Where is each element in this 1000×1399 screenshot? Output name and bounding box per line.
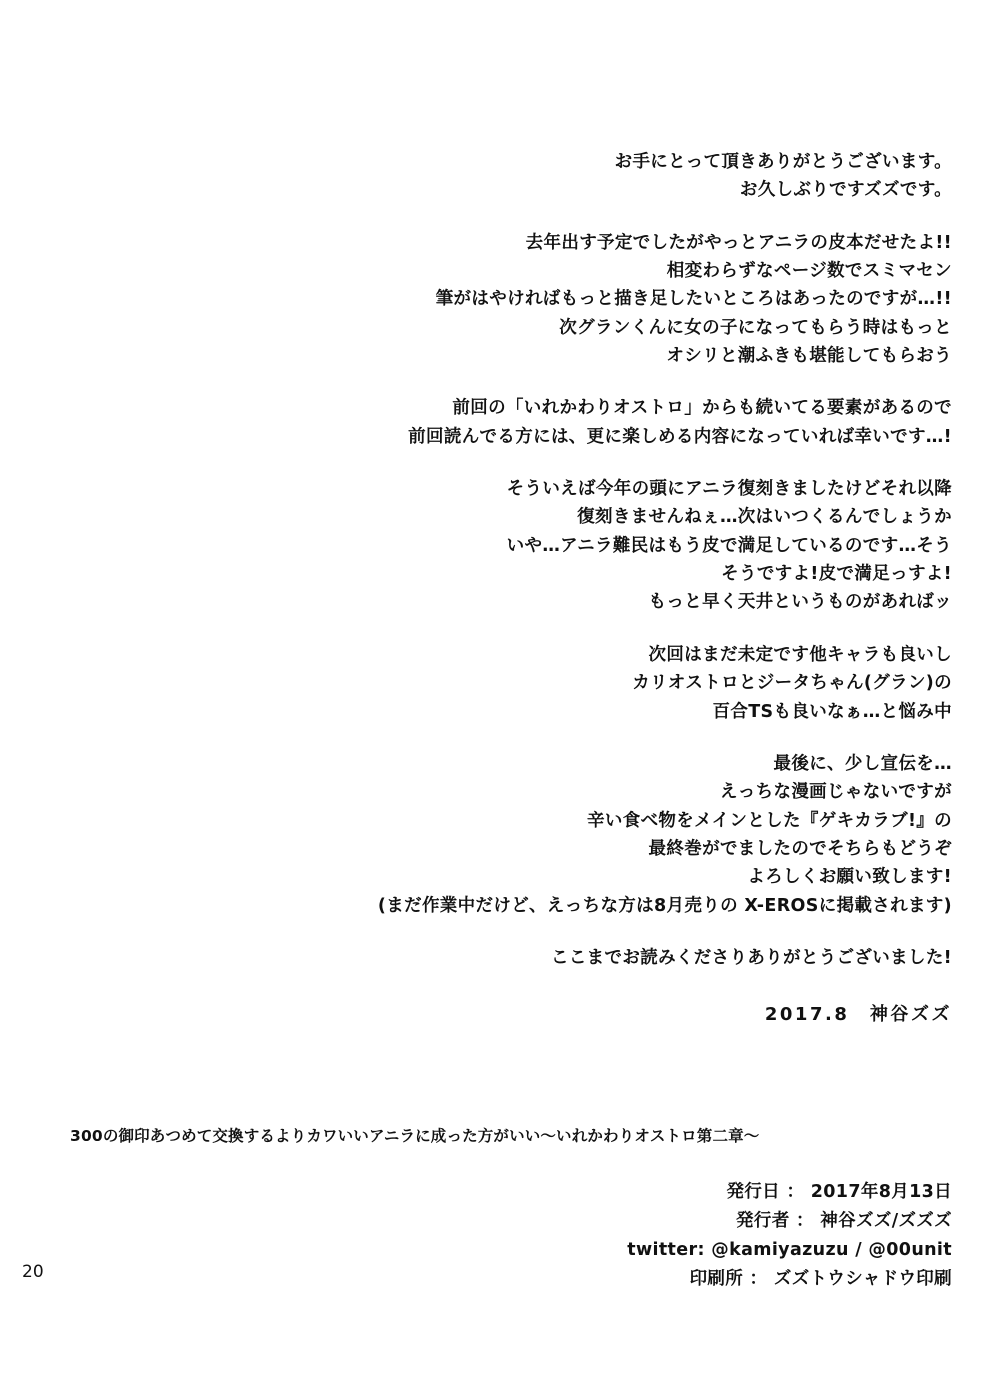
- afterword-line: 去年出す予定でしたがやっとアニラの皮本だせたよ!!: [525, 232, 952, 253]
- colophon-printer: 印刷所 ： ズズトウシャドウ印刷: [689, 1269, 952, 1290]
- afterword-paragraph-previous-work: [232, 394, 952, 451]
- colophon-twitter: twitter: @kamiyazuzu / @00unit: [627, 1240, 952, 1261]
- afterword-line: 最終巻がでましたのでそちらもどうぞ: [648, 838, 952, 859]
- afterword-line: (まだ作業中だけど、えっちな方は8月売りの X-EROSに掲載されます): [377, 895, 952, 916]
- afterword-line: えっちな漫画じゃないですが: [719, 782, 952, 803]
- afterword-line: ここまでお読みくださりありがとうございました!: [550, 947, 952, 968]
- afterword-text-block: [232, 148, 952, 972]
- afterword-line: 相変わらずなページ数でスミマセン: [666, 261, 952, 282]
- afterword-line: そうですよ!皮で満足っすよ!: [721, 564, 952, 585]
- afterword-line: 前回読んでる方には、更に楽しめる内容になっていれば幸いです…!: [408, 426, 952, 447]
- afterword-line: もっと早く天井というものがあればッ: [648, 592, 952, 613]
- afterword-paragraph-closing: [232, 944, 952, 972]
- afterword-paragraph-promotion: [232, 750, 952, 920]
- afterword-line: カリオストロとジータちゃん(グラン)の: [632, 673, 952, 694]
- afterword-line: 前回の「いれかわりオストロ」からも続いてる要素があるので: [452, 398, 952, 419]
- afterword-line: いや…アニラ難民はもう皮で満足しているのです…そう: [506, 535, 952, 556]
- afterword-line: お久しぶりですズズです。: [739, 180, 952, 201]
- afterword-paragraph-greeting: [232, 148, 952, 205]
- afterword-line: 最後に、少し宣伝を…: [773, 753, 952, 774]
- afterword-line: よろしくお願い致します!: [747, 867, 952, 888]
- page-number: 20: [22, 1262, 44, 1282]
- colophon-work-title: 300の御印あつめて交換するよりカワいいアニラに成った方がいい〜いれかわりオストロ第二章〜: [70, 1127, 760, 1145]
- afterword-line: お手にとって頂きありがとうございます。: [614, 152, 952, 172]
- colophon-publisher: 発行者 ： 神谷ズズ/ズズズ: [736, 1211, 952, 1232]
- afterword-line: 次グランくんに女の子になってもらう時はもっと: [559, 317, 952, 338]
- afterword-paragraph-next-time: [232, 641, 952, 726]
- afterword-line: そういえば今年の頭にアニラ復刻きましたけどそれ以降: [506, 479, 952, 500]
- afterword-paragraph-gacha-talk: [232, 475, 952, 617]
- afterword-line: 復刻きませんねぇ…次はいつくるんでしょうか: [577, 507, 952, 528]
- afterword-line: 筆がはやければもっと描き足したいところはあったのですが…!!: [435, 289, 952, 310]
- afterword-line: 百合TSも良いなぁ…と悩み中: [712, 701, 952, 722]
- colophon-details: [627, 1178, 952, 1294]
- afterword-line: 次回はまだ未定です他キャラも良いし: [648, 644, 952, 665]
- afterword-paragraph-anila-book: [232, 229, 952, 371]
- afterword-line: 辛い食べ物をメインとした『ゲキカラブ!』の: [587, 810, 952, 831]
- afterword-signature: 2017.8 神谷ズズ: [764, 1004, 952, 1025]
- afterword-line: オシリと潮ふきも堪能してもらおう: [666, 346, 952, 367]
- colophon-publication-date: 発行日 ： 2017年8月13日: [726, 1182, 952, 1202]
